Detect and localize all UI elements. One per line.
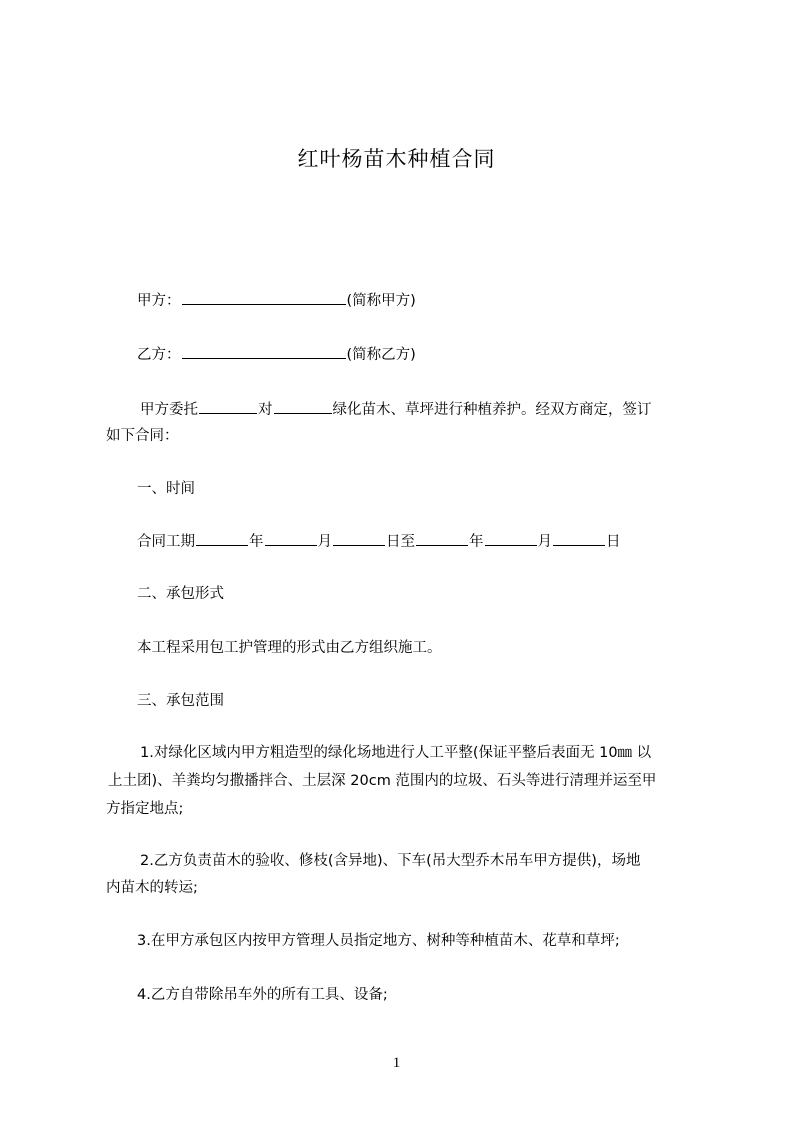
- scope-item-1-line-1: 1.对绿化区域内甲方粗造型的绿化场地进行人工平整(保证平整后表面无 10㎜ 以: [140, 745, 652, 761]
- scope-item-4: 4.乙方自带除吊车外的所有工具、设备;: [137, 987, 388, 1003]
- start-month-unit: 月: [317, 534, 332, 550]
- start-year-blank: [196, 529, 248, 546]
- party-a-suffix: (简称甲方): [346, 293, 416, 309]
- end-year-blank: [416, 529, 468, 546]
- intro-line-2: 如下合同：: [106, 428, 179, 444]
- party-a-line: [137, 288, 416, 313]
- section-heading-time: 一、时间: [137, 481, 195, 497]
- section-heading-scope: 三、承包范围: [137, 693, 224, 709]
- intro-blank-project: [274, 397, 332, 414]
- intro-part3: 绿化苗木、草坪进行种植养护。经双方商定，签订: [332, 402, 652, 418]
- end-month-unit: 月: [537, 534, 552, 550]
- party-b-label: 乙方：: [137, 347, 181, 363]
- party-a-blank: [182, 288, 346, 305]
- section2-text: 本工程采用包工护管理的形式由乙方组织施工。: [137, 640, 442, 656]
- party-b-line: [137, 342, 416, 367]
- intro-line-1: [140, 397, 652, 422]
- scope-item-1-line-3: 方指定地点;: [106, 801, 184, 817]
- intro-part2: 对: [258, 402, 273, 418]
- start-day-blank: [333, 529, 385, 546]
- scope-item-2-line-1: 2.乙方负责苗木的验收、修枝(含异地)、下车(吊大型乔木吊车甲方提供)，场地: [140, 853, 641, 869]
- party-a-label: 甲方：: [137, 293, 181, 309]
- scope-item-2-line-2: 内苗木的转运;: [106, 880, 198, 896]
- page-number: 1: [392, 1055, 401, 1071]
- start-month-blank: [265, 529, 317, 546]
- intro-blank-client: [199, 397, 257, 414]
- section-heading-contract-form: 二、承包形式: [137, 586, 224, 602]
- end-day-unit: 日: [606, 534, 621, 550]
- party-b-suffix: (简称乙方): [346, 347, 416, 363]
- start-day-unit: 日至: [386, 534, 415, 550]
- end-month-blank: [485, 529, 537, 546]
- scope-item-1-line-2: 上土团)、羊粪均匀撒播拌合、土层深 20cm 范围内的垃圾、石头等进行清理并运至甲: [108, 773, 657, 789]
- duration-label: 合同工期: [137, 534, 195, 550]
- party-b-blank: [182, 342, 346, 359]
- document-title: 红叶杨苗木种植合同: [297, 147, 496, 171]
- end-day-blank: [553, 529, 605, 546]
- end-year-unit: 年: [469, 534, 484, 550]
- start-year-unit: 年: [249, 534, 264, 550]
- duration-line: [137, 529, 621, 554]
- scope-item-3: 3.在甲方承包区内按甲方管理人员指定地方、树种等种植苗木、花草和草坪;: [137, 933, 620, 949]
- intro-part1: 甲方委托: [140, 402, 198, 418]
